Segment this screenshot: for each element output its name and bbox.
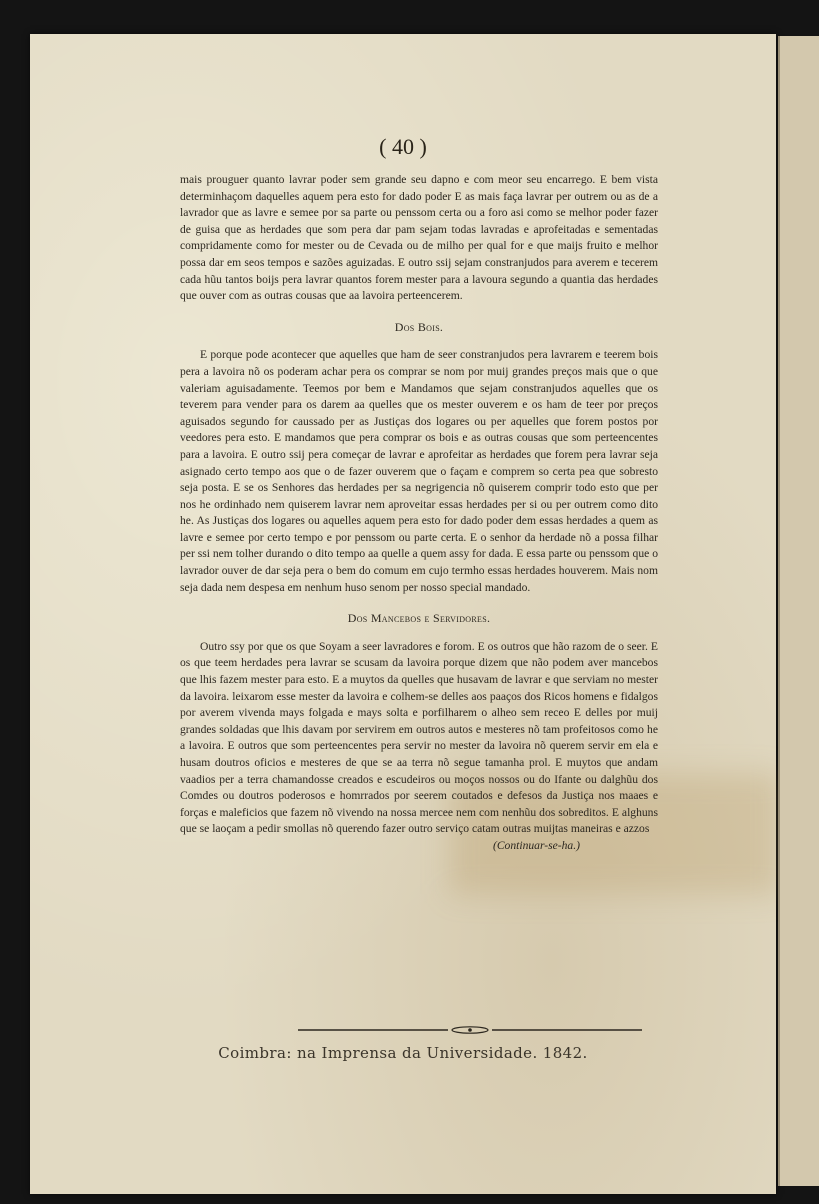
- paragraph-dos-bois: E porque pode acontecer que aquelles que ham de seer constranjudos pera lavrarem e teerem bois pera a lavoira nõ os poderam achar pera os comprar se nom por muij grandes preços mais que o que valeriam aguisadamente. Teemos por bem e Mandamos que sejam constranjudos aquelles que os teverem para vender para os darem aa quelles que os mester ouverem e os ham de teer por preços aguisados segundo for caussado per as Justiças dos logares ou per aquelles que forem postos por veedores pera esto. E mandamos que pera comprar os bois e as outras cousas que som perteencentes para a lavoira. E outro ssij pera começar de lavrar e aprofeitar as herdades que forem pera lavrar seja asignado certo tempo aos que o de fazer ouverem que o façam e comprem so certa pea que sobresto seja posta. E se os Senhores das herdades per sa negrigencia nõ quiserem comprir todo esto que per nos he ordinhado nem quiserem lavrar nem aproveitar essas herdades per si ou per outrem como dito he. As Justiças dos logares ou aquelles aquem pera esto for dado poder dem essas herdades a quem as lavre e semee por certo tempo e por penssom ou parte certa. E o senhor da herdade nõ a possa filhar per ssi nem tolher durando o dito tempo aa quelle a quem assy for dada. E essa parte ou penssom que o lavrador ouver de dar seja pera o bem do comum em cujo termho essas herdades houverem. Mais nom seja dada nem despesa em nenhum huso senom per nosso special mandado.: [180, 348, 658, 594]
- imprint-line: Coimbra: na Imprensa da Universidade. 1842.: [218, 1044, 588, 1062]
- page-number: ( 40 ): [379, 134, 427, 159]
- paragraph-intro: mais prouguer quanto lavrar poder sem grande seu dapno e com meor seu encarrego. E bem vista determinhaçom daquelles aquem pera esto for dado poder E as mais faça lavrar per outrem ou as de a lavrador que as lavre e semee por sa parte ou penssom certa ou a foro asi como se melhor poder fazer de guisa que as herdades que som pera dar pam sejam todas lavradas e aprofeitadas e sementadas compridamente como for mester ou de Cevada ou de milho per qual for e que maijs fruito e melhor possa dar em seos tempos e sazões aguizadas. E outro ssij sejam constranjudos para averem e tecerem cada hũu tantos boijs pera lavrar quantos forem mester para a lavoura segundo a quantia das herdades que ouver com as outras cousas que aa lavoira perteencerem.: [180, 173, 658, 303]
- document-page: [30, 34, 776, 1194]
- body-text: [180, 172, 658, 855]
- heading-mancebos: Dos Mancebos e Servidores.: [347, 611, 491, 626]
- ornamental-rule: [298, 1026, 642, 1034]
- adjacent-page-edge: [778, 36, 819, 1186]
- continued-note: (Continuar-se-ha.): [492, 838, 580, 852]
- heading-dos-bois: Dos Bois.: [394, 319, 444, 334]
- paragraph-mancebos: Outro ssy por que os que Soyam a seer lavradores e forom. E os outros que hão razom de o seer. E os que teem herdades pera lavrar se scusam da lavoira porque dizem que não podem aver mancebos que lhis fazem mester para esto. E a muytos da quelles que husavam de lavrar e que serviam no mester da lavoira. leixarom esse mester da lavoira e colhem-se delles aos paaços dos Ricos homens e fidalgos por averem vivenda mays folgada e mays solta e porfilharem o alheo sem receo E delles por muij grandes soldadas que lhis davam por servirem em outros autos e mesteres nõ tam profeitosos como he a lavoira. E outros que som perteencentes pera servir no mester da lavoira nõ querem servir em ela e husam doutros oficios e mesteres de que se aa terra nõ segue tamanha prol. E muytos que andam vaadios per a terra chamandosse creados e escudeiros ou moços nossos ou do Ifante ou dalghũu dos Comdes ou doutros poderosos e homrrados por seerem coutados e defesos da Justiça nos maaes e forças e maleficios que fazem nõ vivendo na nossa mercee nem com nenhũu dos sobreditos. E alghuns que se laoçam a pedir smollas nõ querendo fazer outro serviço catam outras muijtas maneiras e azzos: [180, 639, 658, 836]
